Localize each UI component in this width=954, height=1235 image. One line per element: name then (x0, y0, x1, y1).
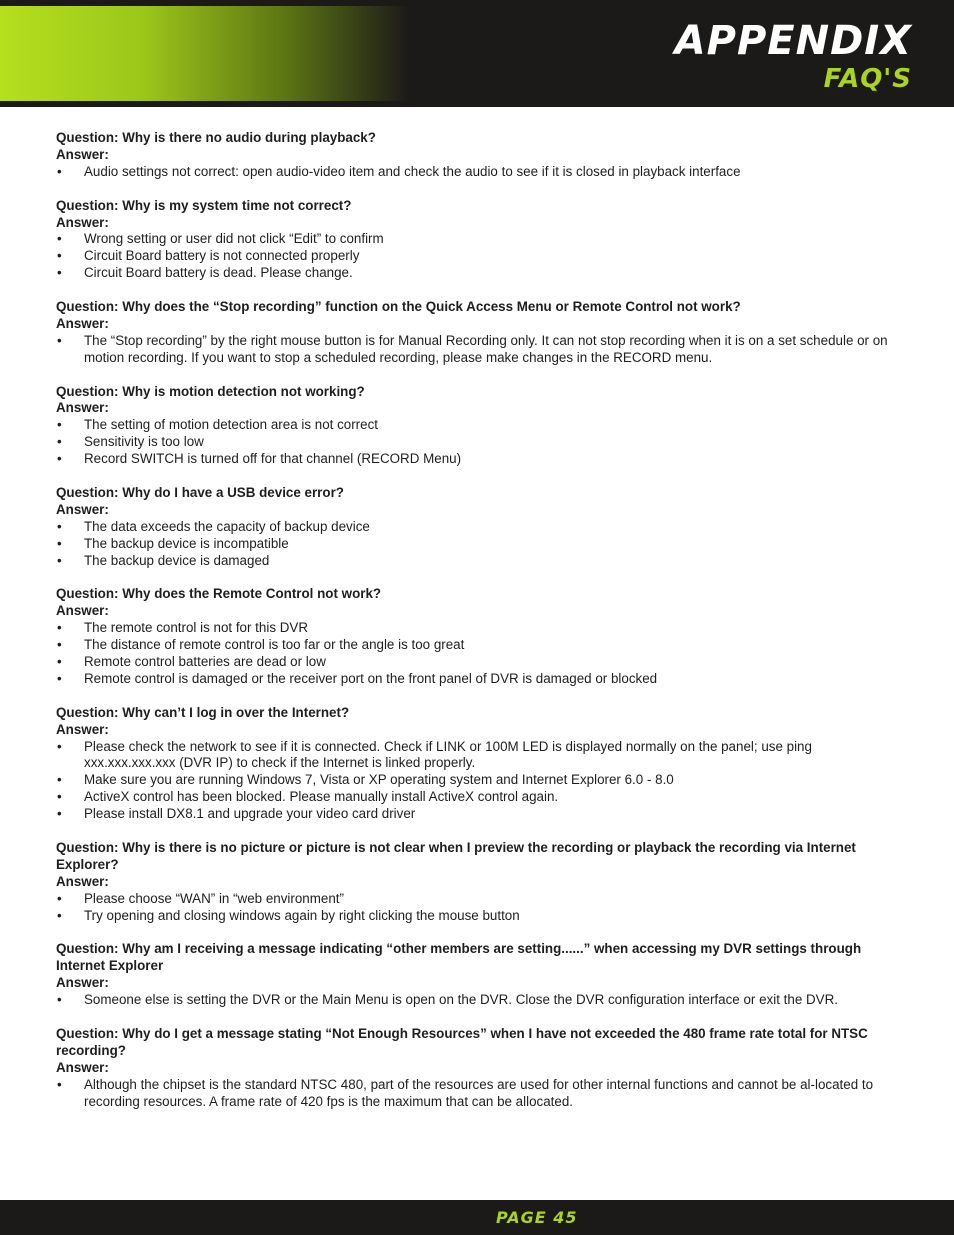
faq-item (56, 840, 902, 925)
answer-item (56, 620, 902, 637)
answer-text: Please install DX8.1 and upgrade your video card driver (84, 806, 416, 822)
answer-text: Wrong setting or user did not click “Edit” to confirm (84, 231, 384, 247)
bullet-icon: • (57, 332, 62, 348)
answer-text: Make sure you are running Windows 7, Vista or XP operating system and Internet Explorer 6.0 - 8.0 (84, 772, 674, 788)
bullet-icon: • (57, 907, 62, 923)
answer-item (56, 891, 902, 908)
answer-item (56, 992, 902, 1009)
answer-text: The setting of motion detection area is not correct (84, 417, 379, 433)
answer-label: Answer: (56, 214, 109, 230)
faq-item (56, 299, 902, 367)
bullet-icon: • (57, 265, 62, 281)
answer-text: Audio settings not correct: open audio-video item and check the audio to see if it is closed in playback interface (84, 163, 741, 179)
bullet-icon: • (57, 789, 62, 805)
faq-question: Question: Why is there no audio during playback? (56, 130, 376, 145)
answer-label: Answer: (56, 975, 109, 991)
answer-label: Answer: (56, 400, 109, 416)
header-gradient-band (0, 6, 410, 101)
answer-text: Remote control batteries are dead or low (84, 654, 326, 670)
answer-item (56, 451, 902, 468)
bullet-icon: • (57, 670, 62, 686)
answer-item (56, 637, 902, 654)
answer-item (56, 739, 902, 773)
answer-list (56, 164, 902, 181)
answer-list (56, 992, 902, 1009)
answer-item (56, 654, 902, 671)
answer-item (56, 417, 902, 434)
answer-item (56, 772, 902, 789)
faq-item (56, 941, 902, 1009)
bullet-icon: • (57, 637, 62, 653)
answer-list (56, 891, 902, 925)
faq-question: Question: Why do I have a USB device error? (56, 484, 344, 500)
answer-item (56, 806, 902, 823)
faq-question: Question: Why do I get a message stating “Not Enough Resources” when I have not exceeded the 480 frame rate total for NTSC recording? (56, 1025, 868, 1058)
bullet-icon: • (57, 231, 62, 247)
page-title: APPENDIX (674, 18, 912, 64)
bullet-icon: • (57, 772, 62, 788)
answer-list (56, 231, 902, 282)
bullet-icon: • (57, 738, 62, 754)
faq-item (56, 384, 902, 469)
answer-text: Circuit Board battery is dead. Please change. (84, 265, 353, 281)
answer-item (56, 248, 902, 265)
answer-list (56, 417, 902, 468)
answer-text: The data exceeds the capacity of backup device (84, 518, 370, 534)
answer-text: The backup device is incompatible (84, 535, 289, 551)
answer-text: Sensitivity is too low (84, 434, 204, 450)
answer-text: The remote control is not for this DVR (84, 620, 309, 636)
faq-item (56, 198, 902, 283)
page-subtitle: FAQ'S (823, 64, 912, 94)
answer-label: Answer: (56, 603, 109, 619)
answer-text: The distance of remote control is too far or the angle is too great (84, 637, 465, 653)
page-footer (0, 1200, 954, 1235)
answer-text: Remote control is damaged or the receiver port on the front panel of DVR is damaged or blocked (84, 670, 658, 686)
answer-item (56, 553, 902, 570)
answer-text: The “Stop recording” by the right mouse button is for Manual Recording only. It can not stop recording when it is on a set schedule or on motion recording. If you want to stop a scheduled recording, please make changes in the RECORD menu. (84, 332, 888, 365)
page-header (0, 0, 954, 107)
answer-list (56, 333, 902, 367)
answer-item (56, 164, 902, 181)
bullet-icon: • (57, 417, 62, 433)
bullet-icon: • (57, 163, 62, 179)
answer-item (56, 333, 902, 367)
bullet-icon: • (57, 552, 62, 568)
answer-text: Although the chipset is the standard NTSC 480, part of the resources are used for other internal functions and cannot be al-located to recording resources. A frame rate of 420 fps is the maximum that can be allocated. (84, 1076, 874, 1109)
bullet-icon: • (57, 806, 62, 822)
answer-label: Answer: (56, 315, 109, 331)
answer-item (56, 434, 902, 451)
answer-text: Try opening and closing windows again by right clicking the mouse button (84, 907, 520, 923)
answer-text: Record SWITCH is turned off for that channel (RECORD Menu) (84, 451, 462, 467)
answer-item (56, 519, 902, 536)
faq-question: Question: Why does the “Stop recording” function on the Quick Access Menu or Remote Control not work? (56, 299, 741, 315)
bullet-icon: • (57, 451, 62, 467)
faq-item (56, 586, 902, 687)
faq-item (56, 130, 902, 181)
answer-item (56, 789, 902, 806)
bullet-icon: • (57, 1076, 62, 1092)
answer-list (56, 620, 902, 688)
faq-question: Question: Why does the Remote Control not work? (56, 586, 382, 602)
faq-question: Question: Why is my system time not correct? (56, 197, 352, 213)
answer-item (56, 908, 902, 925)
answer-item (56, 231, 902, 248)
faq-question: Question: Why am I receiving a message indicating “other members are setting......” when accessing my DVR settings through Internet Explorer (56, 941, 862, 974)
faq-question: Question: Why can’t I log in over the Internet? (56, 704, 350, 720)
answer-text: Please check the network to see if it is connected. Check if LINK or 100M LED is displayed normally on the panel; use ping xxx.xxx.xxx.xxx (DVR IP) to check if the Internet is linked properly. (84, 738, 812, 771)
answer-item (56, 1077, 902, 1111)
answer-label: Answer: (56, 501, 109, 517)
bullet-icon: • (57, 518, 62, 534)
faq-question: Question: Why is motion detection not working? (56, 383, 365, 399)
answer-text: Circuit Board battery is not connected properly (84, 248, 360, 264)
faq-item (56, 485, 902, 570)
faq-list (56, 130, 902, 1127)
answer-label: Answer: (56, 873, 109, 889)
answer-text: Please choose “WAN” in “web environment” (84, 890, 344, 906)
bullet-icon: • (57, 654, 62, 670)
answer-item (56, 671, 902, 688)
bullet-icon: • (57, 535, 62, 551)
answer-list (56, 739, 902, 824)
answer-list (56, 1077, 902, 1111)
answer-text: Someone else is setting the DVR or the Main Menu is open on the DVR. Close the DVR configuration interface or exit the DVR. (84, 992, 838, 1008)
answer-label: Answer: (56, 1059, 109, 1075)
answer-list (56, 519, 902, 570)
bullet-icon: • (57, 890, 62, 906)
answer-label: Answer: (56, 721, 109, 737)
answer-item (56, 265, 902, 282)
bullet-icon: • (57, 248, 62, 264)
bullet-icon: • (57, 434, 62, 450)
faq-question: Question: Why is there is no picture or picture is not clear when I preview the recording or playback the recording via Internet Explorer? (56, 839, 856, 872)
answer-text: The backup device is damaged (84, 552, 270, 568)
answer-text: ActiveX control has been blocked. Please manually install ActiveX control again. (84, 789, 559, 805)
answer-item (56, 536, 902, 553)
answer-label: Answer: (56, 146, 109, 162)
bullet-icon: • (57, 992, 62, 1008)
faq-item (56, 1026, 902, 1111)
bullet-icon: • (57, 620, 62, 636)
page-number: PAGE 45 (496, 1208, 578, 1227)
faq-item (56, 705, 902, 823)
